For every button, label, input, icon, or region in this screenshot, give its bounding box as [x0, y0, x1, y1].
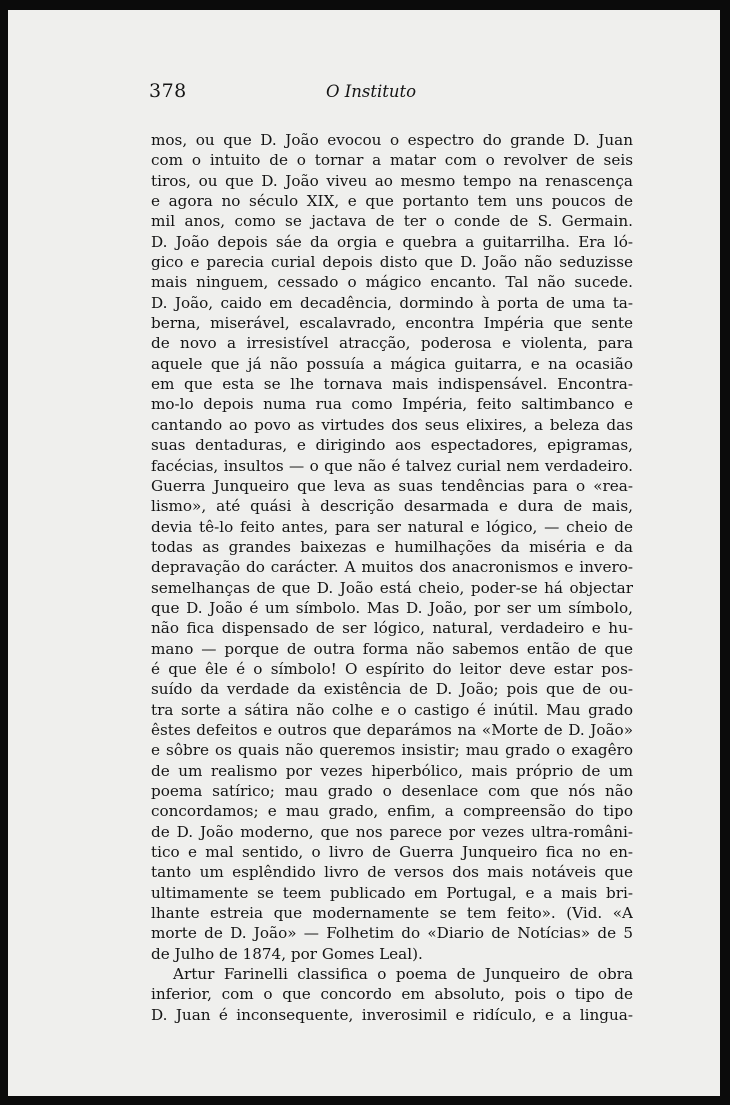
text-line: morte de D. João» — Folhetim do «Diario de Notícias» de 5 [151, 924, 633, 943]
running-title: O Instituto [326, 82, 417, 101]
body-text [151, 130, 633, 1025]
text-line: suas dentaduras, e dirigindo aos espectadores, epigramas, [151, 436, 633, 455]
text-line: não fica dispensado de ser lógico, natural, verdadeiro e hu- [151, 619, 633, 638]
text-line: é que êle é o símbolo! O espírito do leitor deve estar pos- [151, 659, 633, 678]
text-line: D. Juan é inconsequente, inverosimil e ridículo, e a lingua- [151, 1005, 633, 1024]
text-line: tico e mal sentido, o livro de Guerra Junqueiro fica no en- [151, 843, 633, 862]
text-line: tra sorte a sátira não colhe e o castigo é inútil. Mau grado [151, 700, 633, 719]
text-line: berna, miserável, escalavrado, encontra Impéria que sente [151, 314, 633, 333]
text-line: inferior, com o que concordo em absoluto, pois o tipo de [151, 985, 633, 1004]
text-line: mano — porque de outra forma não sabemos então de que [151, 639, 633, 658]
text-line: todas as grandes baixezas e humilhações da miséria e da [151, 537, 633, 556]
text-line: que D. João é um símbolo. Mas D. João, por ser um símbolo, [151, 598, 633, 617]
text-line: de D. João moderno, que nos parece por vezes ultra-români- [151, 822, 633, 841]
book-page [8, 10, 720, 1096]
text-line: cantando ao povo as virtudes dos seus elixires, a beleza das [151, 415, 633, 434]
text-line: D. João depois sáe da orgia e quebra a guitarrilha. Era ló- [151, 232, 633, 251]
text-line: devia tê-lo feito antes, para ser natural e lógico, — cheio de [151, 517, 633, 536]
text-line: tanto um esplêndido livro de versos dos mais notáveis que [151, 863, 633, 882]
text-line: tiros, ou que D. João viveu ao mesmo tempo na renascença [151, 171, 633, 190]
text-line: ultimamente se teem publicado em Portugal, e a mais bri- [151, 883, 633, 902]
text-line: de um realismo por vezes hiperbólico, mais próprio de um [151, 761, 633, 780]
text-line: mais ninguem, cessado o mágico encanto. Tal não sucede. [151, 273, 633, 292]
text-line: D. João, caido em decadência, dormindo à porta de uma ta- [151, 293, 633, 312]
text-line: êstes defeitos e outros que deparámos na «Morte de D. João» [151, 720, 633, 739]
text-line: mos, ou que D. João evocou o espectro do grande D. Juan [151, 131, 633, 149]
text-line: mo-lo depois numa rua como Impéria, feito saltimbanco e [151, 395, 633, 414]
text-line: Artur Farinelli classifica o poema de Junqueiro de obra [173, 965, 633, 984]
text-line: poema satírico; mau grado o desenlace com que nós não [151, 782, 633, 800]
text-line: e sôbre os quais não queremos insistir; mau grado o exagêro [151, 741, 633, 760]
text-line: de Julho de 1874, por Gomes Leal). [151, 944, 423, 963]
text-line: e agora no século XIX, e que portanto tem uns poucos de [151, 192, 633, 211]
text-line: aquele que já não possuía a mágica guitarra, e na ocasião [151, 354, 633, 373]
page-number: 378 [149, 80, 187, 102]
text-line: Guerra Junqueiro que leva as suas tendências para o «rea- [151, 476, 633, 495]
text-line: lhante estreia que modernamente se tem feito». (Vid. «A [151, 904, 633, 923]
text-line: concordamos; e mau grado, enfim, a compreensão do tipo [151, 802, 633, 821]
text-line: mil anos, como se jactava de ter o conde de S. Germain. [151, 212, 633, 231]
text-line: gico e parecia curial depois disto que D. João não seduzisse [151, 253, 633, 272]
text-line: em que esta se lhe tornava mais indispensável. Encontra- [151, 375, 633, 394]
text-line: depravação do carácter. A muitos dos anacronismos e invero- [151, 558, 633, 577]
text-line: semelhanças de que D. João está cheio, poder-se há objectar [151, 578, 633, 597]
text-line: com o intuito de o tornar a matar com o revolver de seis [151, 151, 633, 170]
text-line: suído da verdade da existência de D. João; pois que de ou- [151, 680, 633, 699]
page-header [8, 80, 720, 110]
text-line: de novo a irresistível atracção, poderosa e violenta, para [151, 334, 633, 353]
text-line: facécias, insultos — o que não é talvez curial nem verdadeiro. [151, 456, 633, 475]
text-line: lismo», até quási à descrição desarmada e dura de mais, [151, 497, 633, 516]
